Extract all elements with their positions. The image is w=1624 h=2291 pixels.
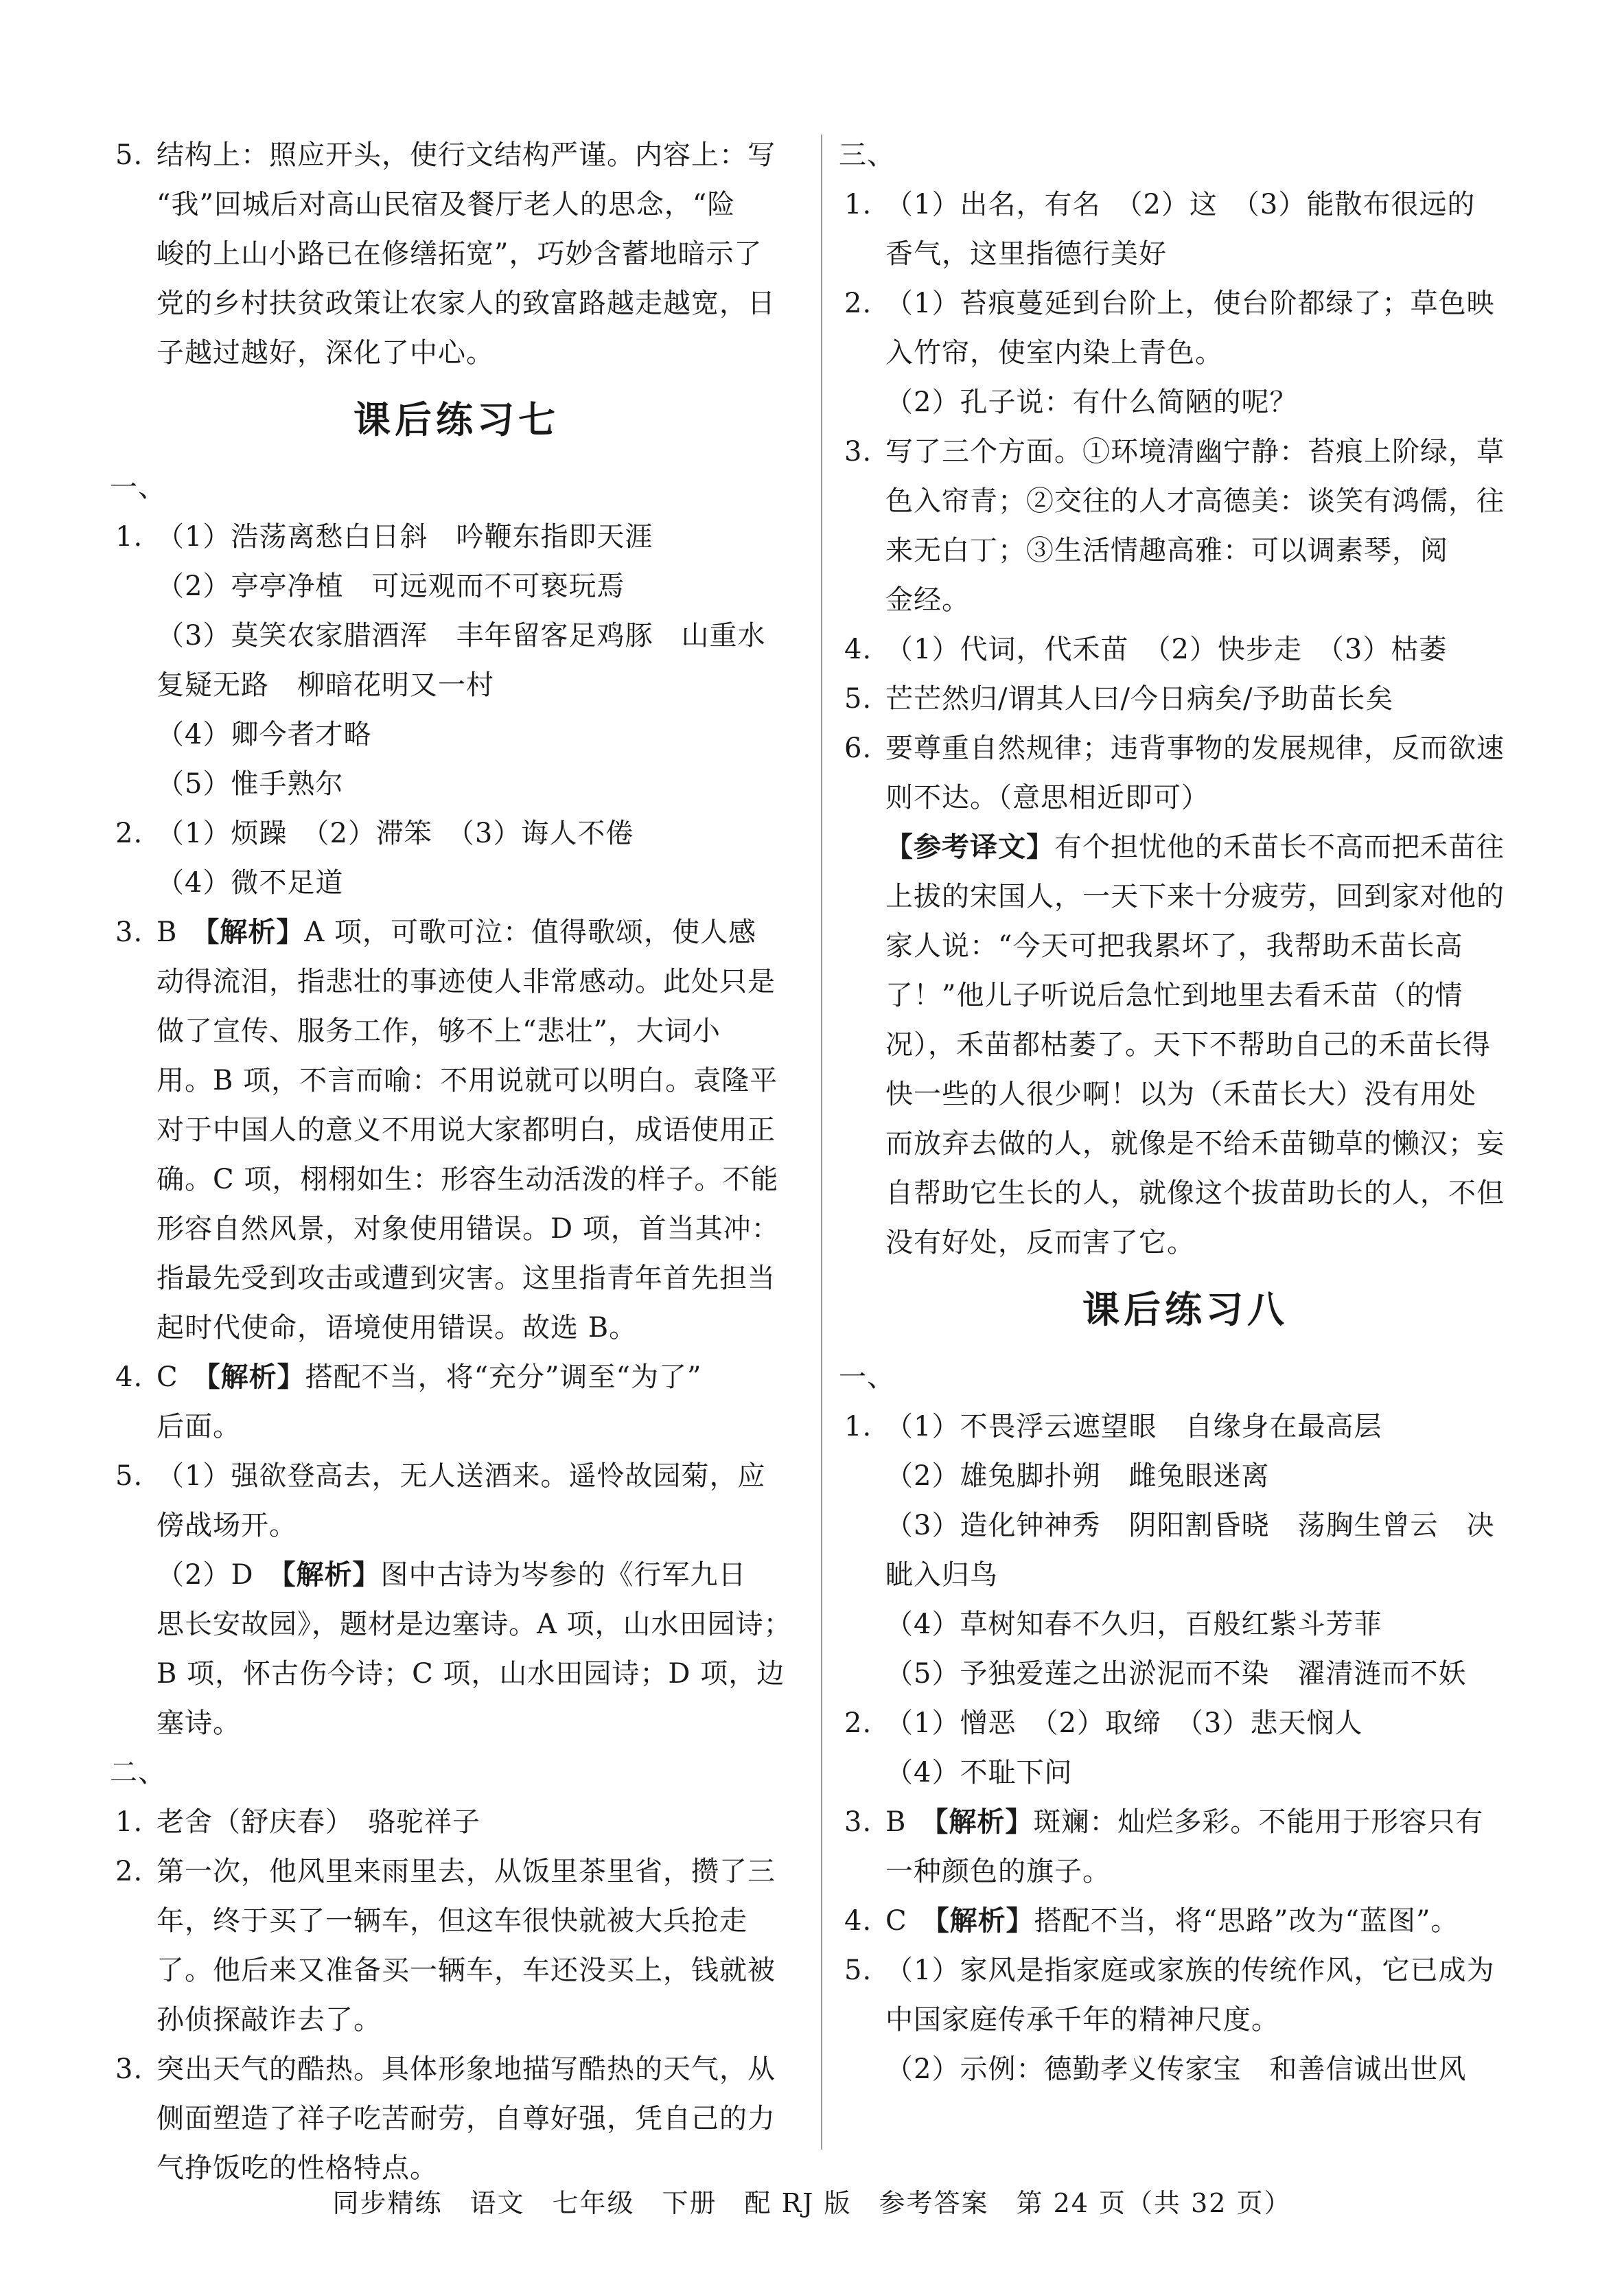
- translation-line: 自帮助它生长的人，就像这个拔苗助长的人，不但: [885, 1177, 1505, 1209]
- answer-item-2: 2. （1）苔痕蔓延到台阶上，使台阶都绿了；草色映: [844, 288, 1495, 319]
- answer-line: （4）卿今者才略: [156, 719, 372, 750]
- answer-line: 孙侦探敲诈去了。: [156, 2004, 382, 2036]
- part-heading-1: 一、: [110, 472, 166, 503]
- answer-item-1: 1. （1）浩荡离愁白日斜 吟鞭东指即天涯: [115, 521, 653, 553]
- answer-line: （4）不耻下问: [885, 1757, 1073, 1788]
- answer-line: 了。他后来又准备买一辆车，车还没买上，钱就被: [156, 1955, 776, 1986]
- translation-line: 快一些的人很少啊！以为（禾苗长大）没有用处: [885, 1079, 1476, 1110]
- answer-item-5: 5. 芒芒然归/谓其人曰/今日病矣/予助苗长矣: [844, 683, 1394, 715]
- section-title-exercise-8: 课后练习八: [1082, 1288, 1288, 1331]
- answer-line: （5）予独爱莲之出淤泥而不染 濯清涟而不妖: [885, 1658, 1467, 1690]
- answer-item-3: 3. B 【解析】斑斓：灿烂多彩。不能用于形容只有: [844, 1806, 1484, 1838]
- answer-line: “我”回城后对高山民宿及餐厅老人的思念，“险: [156, 189, 736, 220]
- answer-line: 起时代使命，语境使用错误。故选 B。: [156, 1312, 638, 1344]
- translation-line: 而放弃去做的人，就像是不给禾苗锄草的懒汉；妄: [885, 1128, 1505, 1160]
- answer-line: （2）雄兔脚扑朔 雌兔眼迷离: [885, 1460, 1270, 1492]
- answer-item-2: 2. （1）憎恶 （2）取缔 （3）悲天悯人: [844, 1707, 1363, 1739]
- answer-item-5: 5. （1）强欲登高去，无人送酒来。遥怜故园菊，应: [115, 1460, 766, 1492]
- answer-line: 指最先受到攻击或遭到灾害。这里指青年首先担当: [156, 1263, 776, 1294]
- answer-line: 傍战场开。: [156, 1510, 297, 1541]
- answer-line: 则不达。（意思相近即可）: [885, 782, 1209, 814]
- answer-line: 塞诗。: [156, 1707, 241, 1739]
- answer-line: 后面。: [156, 1411, 241, 1442]
- answer-line: 侧面塑造了祥子吃苦耐劳，自尊好强，凭自己的力: [156, 2103, 776, 2134]
- answer-line: （2）亭亭净植 可远观而不可亵玩焉: [156, 571, 625, 602]
- answer-line: 入竹帘，使室内染上青色。: [885, 337, 1223, 369]
- answer-item-1: 1. （1）不畏浮云遮望眼 自缘身在最高层: [844, 1411, 1382, 1442]
- part-heading-2: 二、: [110, 1757, 166, 1788]
- answer-line: 做了宣传、服务工作，够不上“悲壮”，大词小: [156, 1015, 721, 1047]
- answer-line: 党的乡村扶贫政策让农家人的致富路越走越宽，日: [156, 288, 776, 319]
- answer-line: （3）造化钟神秀 阴阳割昏晓 荡胸生曾云 决: [885, 1510, 1495, 1541]
- part-heading-3: 三、: [839, 139, 895, 171]
- answer-line: 动得流泪，指悲壮的事迹使人非常感动。此处只是: [156, 966, 776, 998]
- answer-line: 用。B 项，不言而喻：不用说就可以明白。袁隆平: [156, 1065, 778, 1096]
- analysis-tag: 【解析】: [281, 1559, 381, 1591]
- translation-line: 了！”他儿子听说后急忙到地里去看禾苗（的情: [885, 980, 1463, 1011]
- analysis-tag: 【解析】: [934, 1806, 1034, 1838]
- answer-item-3: 3. B 【解析】A 项，可歌可泣：值得歌颂，使人感: [115, 917, 757, 948]
- left-column: [110, 130, 803, 2193]
- translation-line: 家人说：“今天可把我累坏了，我帮助禾苗长高: [885, 930, 1463, 962]
- answer-item-1: 1. （1）出名，有名 （2）这 （3）能散布很远的: [844, 189, 1476, 220]
- answer-line: 确。C 项，栩栩如生：形容生动活泼的样子。不能: [156, 1164, 779, 1195]
- answer-line: 一种颜色的旗子。: [885, 1856, 1111, 1887]
- answer-item-2: 2. 第一次，他风里来雨里去，从饭里茶里省，攒了三: [115, 1856, 776, 1887]
- answer-line: B 项，怀古伤今诗；C 项，山水田园诗；D 项，边: [156, 1658, 785, 1690]
- answer-line: 对于中国人的意义不用说大家都明白，成语使用正: [156, 1114, 776, 1146]
- answer-line: 金经。: [885, 584, 970, 616]
- answer-line: 子越过越好，深化了中心。: [156, 337, 494, 369]
- section-title-exercise-7: 课后练习七: [353, 398, 559, 441]
- answer-item-5: 5. 结构上：照应开头，使行文结构严谨。内容上：写: [110, 130, 803, 180]
- translation-tag: 【参考译文】: [885, 831, 1054, 863]
- answer-item-6: 6. 要尊重自然规律；违背事物的发展规律，反而欲速: [844, 733, 1505, 764]
- answer-line: 来无白丁；③生活情趣高雅：可以调素琴，阅: [885, 535, 1448, 566]
- answer-line: 思长安故园》，题材是边塞诗。A 项，山水田园诗；: [156, 1609, 792, 1640]
- answer-line: 年，终于买了一辆车，但这车很快就被大兵抢走: [156, 1905, 747, 1937]
- answer-item-3: 3. 写了三个方面。①环境清幽宁静：苔痕上阶绿，草: [844, 436, 1505, 468]
- translation-line: 况），禾苗都枯萎了。天下不帮助自己的禾苗长得: [885, 1029, 1491, 1061]
- answer-line: 气挣饭吃的性格特点。: [156, 2152, 438, 2184]
- page-footer: 同步精练 语文 七年级 下册 配 RJ 版 参考答案 第 24 页（共 32 页）: [332, 2188, 1292, 2218]
- answer-line: （4）草树知春不久归，百般红紫斗芳菲: [885, 1609, 1382, 1640]
- column-divider: [821, 135, 822, 2150]
- answer-item-1: 1. 老舍（舒庆春） 骆驼祥子: [115, 1806, 480, 1838]
- answer-line: 眦入归鸟: [885, 1559, 998, 1591]
- translation-line: 没有好处，反而害了它。: [885, 1227, 1195, 1258]
- translation-line: 上拔的宋国人，一天下来十分疲劳，回到家对他的: [885, 881, 1505, 912]
- answer-item-4: 4. （1）代词，代禾苗 （2）快步走 （3）枯萎: [844, 634, 1448, 665]
- answer-line: （2）D 【解析】图中古诗为岑参的《行军九日: [156, 1559, 747, 1591]
- item-number: 5.: [115, 139, 143, 171]
- answer-line: （4）微不足道: [156, 867, 344, 899]
- answer-line: 香气，这里指德行美好: [885, 238, 1167, 270]
- answer-line: （2）孔子说：有什么简陋的呢？: [885, 387, 1298, 418]
- answer-line: （2）示例：德勤孝义传家宝 和善信诚出世风: [885, 2053, 1467, 2085]
- analysis-tag: 【解析】: [205, 917, 305, 948]
- answer-item-4: 4. C 【解析】搭配不当，将“思路”改为“蓝图”。: [844, 1905, 1459, 1937]
- part-heading-1: 一、: [839, 1361, 895, 1393]
- analysis-tag: 【解析】: [935, 1905, 1034, 1937]
- answer-item-5: 5. （1）家风是指家庭或家族的传统作风，它已成为: [844, 1955, 1495, 1986]
- right-column: [839, 130, 1532, 2094]
- answer-line: 峻的上山小路已在修缮拓宽”，巧妙含蓄地暗示了: [156, 238, 763, 270]
- answer-item-3: 3. 突出天气的酷热。具体形象地描写酷热的天气，从: [115, 2053, 776, 2085]
- answer-line: 中国家庭传承千年的精神尺度。: [885, 2004, 1279, 2036]
- answer-line: （5）惟手熟尔: [156, 768, 344, 800]
- analysis-tag: 【解析】: [206, 1361, 305, 1393]
- answer-line: 色入帘青；②交往的人才高德美：谈笑有鸿儒，往: [885, 485, 1505, 517]
- answer-line: （3）莫笑农家腊酒浑 丰年留客足鸡豚 山重水: [156, 620, 766, 652]
- answer-line: 形容自然风景，对象使用错误。D 项，首当其冲：: [156, 1213, 780, 1245]
- answer-item-4: 4. C 【解析】搭配不当，将“充分”调至“为了”: [115, 1361, 702, 1393]
- answer-line: 复疑无路 柳暗花明又一村: [156, 669, 494, 701]
- translation-line: 【参考译文】有个担忧他的禾苗长不高而把禾苗往: [885, 831, 1505, 863]
- answer-item-2: 2. （1）烦躁 （2）滞笨 （3）诲人不倦: [115, 818, 634, 849]
